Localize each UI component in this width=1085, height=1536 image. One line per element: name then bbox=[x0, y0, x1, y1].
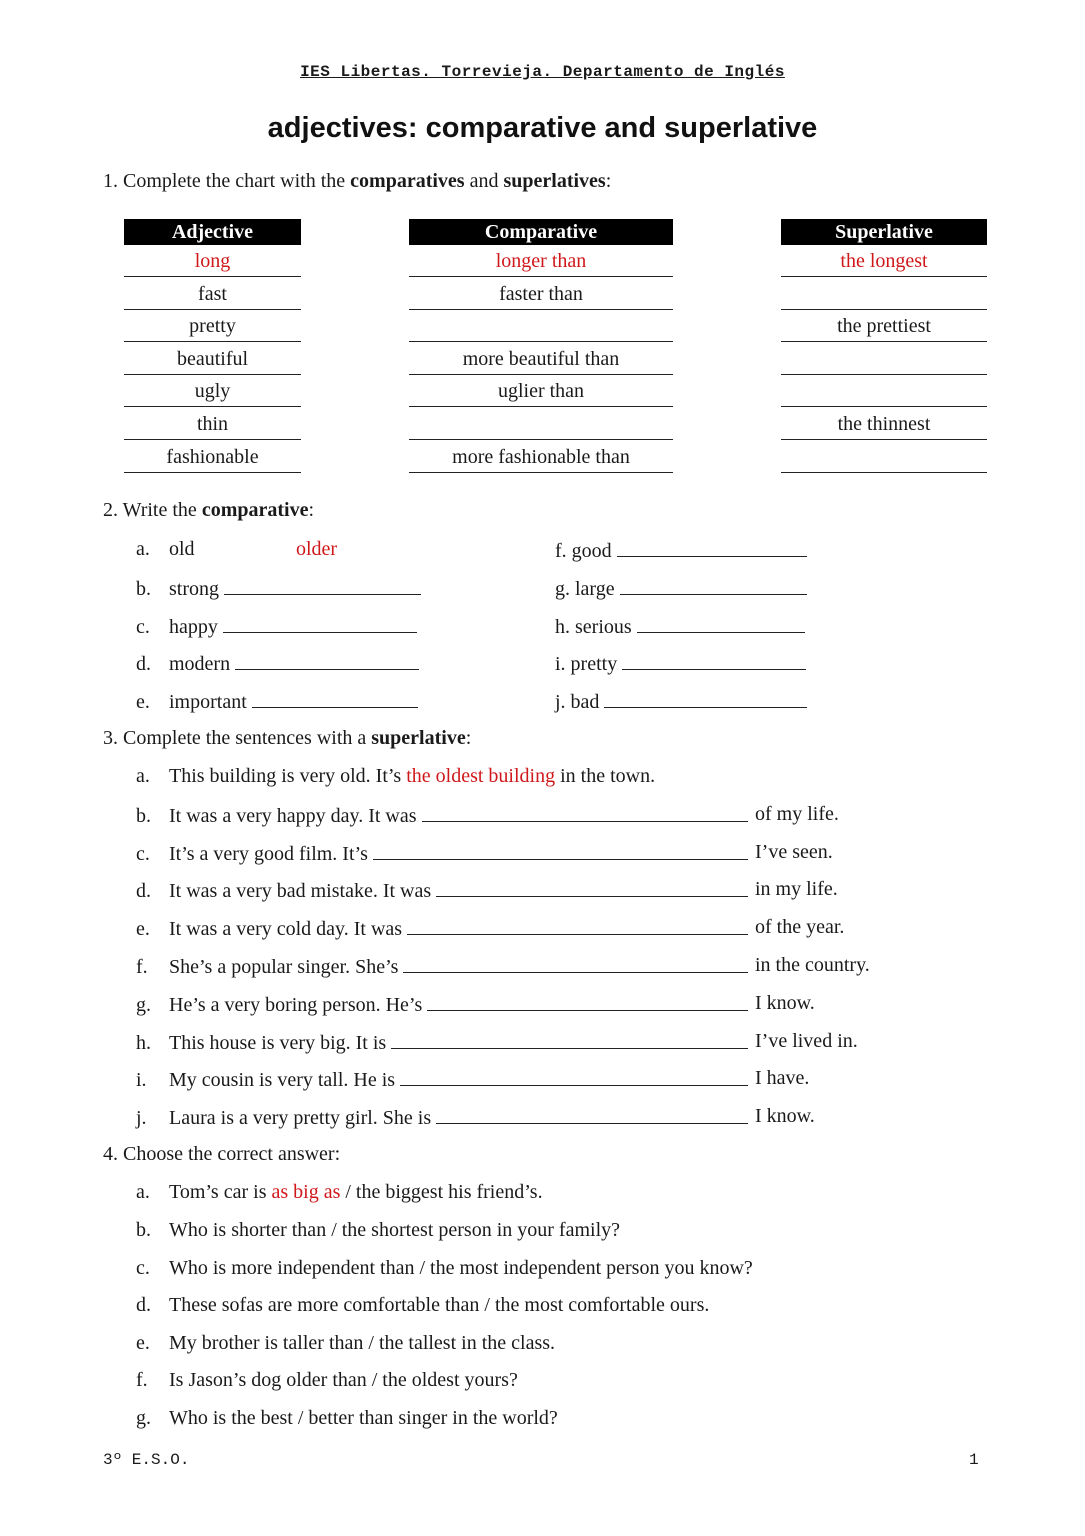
ex3-item: e. It was a very cold day. It was of the year. bbox=[136, 916, 845, 940]
ex2-item: e. important bbox=[136, 689, 418, 714]
answer-blank[interactable] bbox=[224, 576, 421, 595]
page-number: 1 bbox=[969, 1451, 979, 1469]
ex2-item: c. happy bbox=[136, 614, 417, 639]
footer-course: 3º E.S.O. bbox=[103, 1451, 190, 1469]
ex3-example-answer: the oldest building bbox=[406, 765, 556, 787]
chart-cell-sup[interactable] bbox=[781, 442, 987, 473]
answer-blank[interactable] bbox=[617, 538, 807, 557]
ex3-item: f. She’s a popular singer. She’s in the country. bbox=[136, 954, 870, 978]
chart-cell-sup[interactable] bbox=[781, 376, 987, 407]
answer-blank[interactable] bbox=[620, 576, 807, 595]
chart-cell-sup[interactable] bbox=[781, 344, 987, 375]
header-text: IES Libertas. Torrevieja. Departamento de Inglés bbox=[300, 63, 785, 81]
chart-cell-adj: fast bbox=[124, 279, 301, 310]
ex2-item: h. serious bbox=[555, 614, 805, 639]
ex4-item: e. My brother is taller than / the tallest in the class. bbox=[136, 1331, 556, 1354]
ex4-example-answer: as big as bbox=[271, 1181, 341, 1203]
ex3-item: c. It’s a very good film. It’s I’ve seen. bbox=[136, 841, 833, 865]
col-header-superlative: Superlative bbox=[781, 219, 987, 245]
chart-cell-sup: the thinnest bbox=[781, 409, 987, 440]
col-header-adjective: Adjective bbox=[124, 219, 301, 245]
chart-cell-adj: ugly bbox=[124, 376, 301, 407]
answer-blank[interactable] bbox=[427, 992, 748, 1011]
chart-cell-sup[interactable] bbox=[781, 279, 987, 310]
answer-blank[interactable] bbox=[391, 1030, 748, 1049]
ex1-instruction: 1. Complete the chart with the comparatives and superlatives: bbox=[103, 170, 612, 192]
chart-cell-sup: the longest bbox=[781, 246, 987, 277]
chart-cell-comp: faster than bbox=[409, 279, 673, 310]
chart-cell-adj: fashionable bbox=[124, 442, 301, 473]
ex2-item: f. good bbox=[555, 538, 807, 563]
answer-blank[interactable] bbox=[235, 651, 419, 670]
answer-blank[interactable] bbox=[400, 1067, 748, 1086]
ex3-item: g. He’s a very boring person. He’s I know. bbox=[136, 992, 815, 1016]
chart-cell-comp[interactable] bbox=[409, 311, 673, 342]
ex2-item: i. pretty bbox=[555, 651, 806, 676]
ex3-item: h. This house is very big. It is I’ve lived in. bbox=[136, 1030, 858, 1054]
ex4-instruction: 4. Choose the correct answer: bbox=[103, 1143, 341, 1165]
ex2-item: d. modern bbox=[136, 651, 419, 676]
chart-cell-comp: longer than bbox=[409, 246, 673, 277]
col-header-comparative: Comparative bbox=[409, 219, 673, 245]
ex4-item: b. Who is shorter than / the shortest person in your family? bbox=[136, 1219, 621, 1241]
ex4-item: f. Is Jason’s dog older than / the oldest yours? bbox=[136, 1369, 518, 1392]
ex4-item: g. Who is the best / better than singer in the world? bbox=[136, 1407, 558, 1429]
ex3-example: a. This building is very old. It’s the oldest building in the town. bbox=[136, 765, 656, 787]
answer-blank[interactable] bbox=[637, 614, 805, 633]
answer-blank[interactable] bbox=[407, 916, 748, 935]
answer-blank[interactable] bbox=[252, 689, 418, 708]
answer-blank[interactable] bbox=[436, 878, 748, 897]
chart-cell-adj: beautiful bbox=[124, 344, 301, 375]
ex3-item: j. Laura is a very pretty girl. She is I know. bbox=[136, 1105, 815, 1129]
chart-cell-comp: more fashionable than bbox=[409, 442, 673, 473]
answer-blank[interactable] bbox=[436, 1105, 748, 1124]
answer-blank[interactable] bbox=[223, 614, 417, 633]
chart-cell-sup: the prettiest bbox=[781, 311, 987, 342]
ex2-item: b. strong bbox=[136, 576, 421, 601]
ex2-answer: older bbox=[296, 538, 338, 560]
ex2-item: g. large bbox=[555, 576, 807, 601]
page-title: adjectives: comparative and superlative bbox=[267, 112, 818, 144]
ex4-item: c. Who is more independent than / the most independent person you know? bbox=[136, 1256, 753, 1279]
answer-blank[interactable] bbox=[373, 841, 748, 860]
chart-cell-adj: thin bbox=[124, 409, 301, 440]
chart-cell-comp: uglier than bbox=[409, 376, 673, 407]
chart-cell-adj: long bbox=[124, 246, 301, 277]
page-header bbox=[0, 63, 1085, 81]
chart-cell-adj: pretty bbox=[124, 311, 301, 342]
answer-blank[interactable] bbox=[403, 954, 748, 973]
answer-blank[interactable] bbox=[622, 651, 806, 670]
ex3-instruction: 3. Complete the sentences with a superlative: bbox=[103, 727, 472, 749]
ex4-item: d. These sofas are more comfortable than / the most comfortable ours. bbox=[136, 1294, 710, 1317]
ex4-example: a. Tom’s car is as big as / the biggest his friend’s. bbox=[136, 1181, 543, 1203]
ex2-item: j. bad bbox=[555, 689, 807, 714]
ex2-instruction: 2. Write the comparative: bbox=[103, 499, 315, 521]
chart-cell-comp: more beautiful than bbox=[409, 344, 673, 375]
chart-cell-comp[interactable] bbox=[409, 409, 673, 440]
ex2-item: a. old older bbox=[136, 538, 338, 560]
ex3-item: i. My cousin is very tall. He is I have. bbox=[136, 1067, 810, 1091]
ex3-item: b. It was a very happy day. It was of my life. bbox=[136, 803, 839, 827]
answer-blank[interactable] bbox=[422, 803, 748, 822]
answer-blank[interactable] bbox=[604, 689, 807, 708]
ex3-item: d. It was a very bad mistake. It was in my life. bbox=[136, 878, 838, 902]
